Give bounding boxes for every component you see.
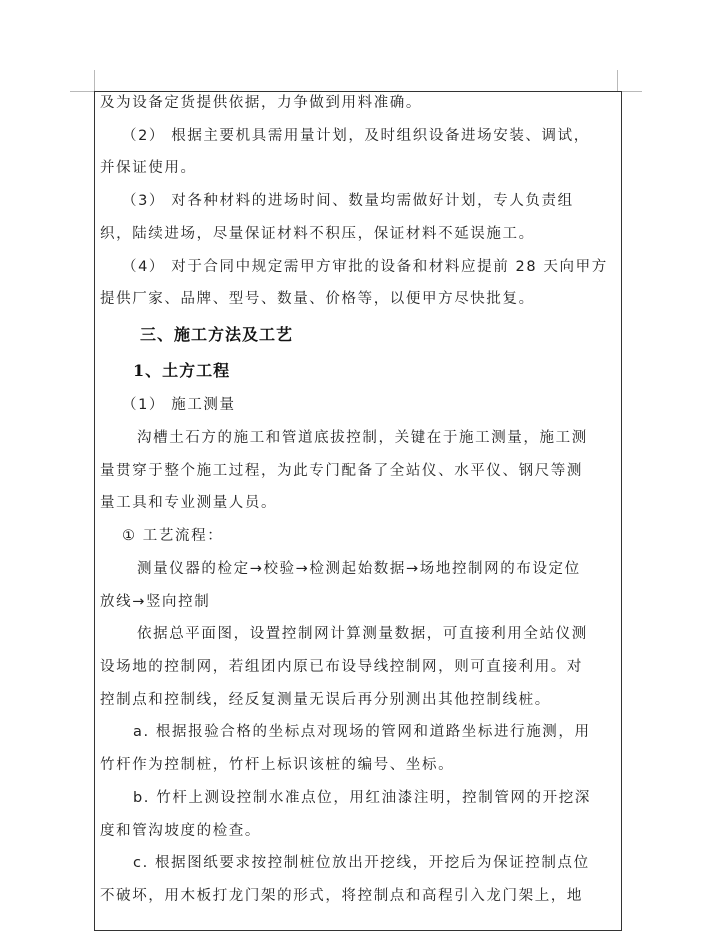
text-line: 度和管沟坡度的检查。 xyxy=(100,823,261,839)
text-line: c. 根据图纸要求按控制桩位放出开挖线，开挖后为保证控制点位 xyxy=(133,855,590,871)
text-line: 沟槽土石方的施工和管道底拔控制，关键在于施工测量，施工测 xyxy=(137,430,588,446)
text-line: 依据总平面图，设置控制网计算测量数据，可直接利用全站仪测 xyxy=(137,626,588,642)
section-heading: 三、施工方法及工艺 xyxy=(140,325,294,344)
text-line: 控制点和控制线，经反复测量无误后再分别测出其他控制线桩。 xyxy=(100,692,551,708)
text-line: （1） 施工测量 xyxy=(122,397,236,413)
text-line: 设场地的控制网，若组团内原已布设导线控制网，则可直接利用。对 xyxy=(100,659,583,675)
text-line: 提供厂家、品牌、型号、数量、价格等，以便甲方尽快批复。 xyxy=(100,291,535,307)
text-line: 量工具和专业测量人员。 xyxy=(100,495,278,511)
text-line: 织，陆续进场，尽量保证材料不积压，保证材料不延误施工。 xyxy=(100,226,535,242)
crop-mark-top-left-vertical xyxy=(94,70,95,92)
text-line: a. 根据报验合格的坐标点对现场的管网和道路坐标进行施测，用 xyxy=(133,724,591,740)
crop-mark-top-left-horizontal xyxy=(70,91,95,92)
text-line: 测量仪器的检定→校验→检测起始数据→场地控制网的布设定位 xyxy=(137,561,581,577)
text-line: （4） 对于合同中规定需甲方审批的设备和材料应提前 28 天向甲方 xyxy=(122,259,608,275)
text-line: （2） 根据主要机具需用量计划，及时组织设备进场安装、调试， xyxy=(122,128,590,144)
text-line: 及为设备定货提供依据，力争做到用料准确。 xyxy=(100,95,422,111)
text-line: 放线→竖向控制 xyxy=(100,594,211,610)
text-line: 并保证使用。 xyxy=(100,160,197,176)
subsection-heading: 1、土方工程 xyxy=(133,361,231,380)
text-line: （3） 对各种材料的进场时间、数量均需做好计划，专人负责组 xyxy=(122,193,574,209)
text-line: 竹杆作为控制桩，竹杆上标识该桩的编号、坐标。 xyxy=(100,757,455,773)
text-line: b. 竹杆上测设控制水准点位，用红油漆注明，控制管网的开挖深 xyxy=(133,790,591,806)
text-line: 量贯穿于整个施工过程，为此专门配备了全站仪、水平仪、钢尺等测 xyxy=(100,463,583,479)
crop-mark-top-right-vertical xyxy=(617,70,618,92)
text-line: 不破坏，用木板打龙门架的形式，将控制点和高程引入龙门架上，地 xyxy=(100,888,583,904)
text-line: ① 工艺流程： xyxy=(122,528,224,544)
